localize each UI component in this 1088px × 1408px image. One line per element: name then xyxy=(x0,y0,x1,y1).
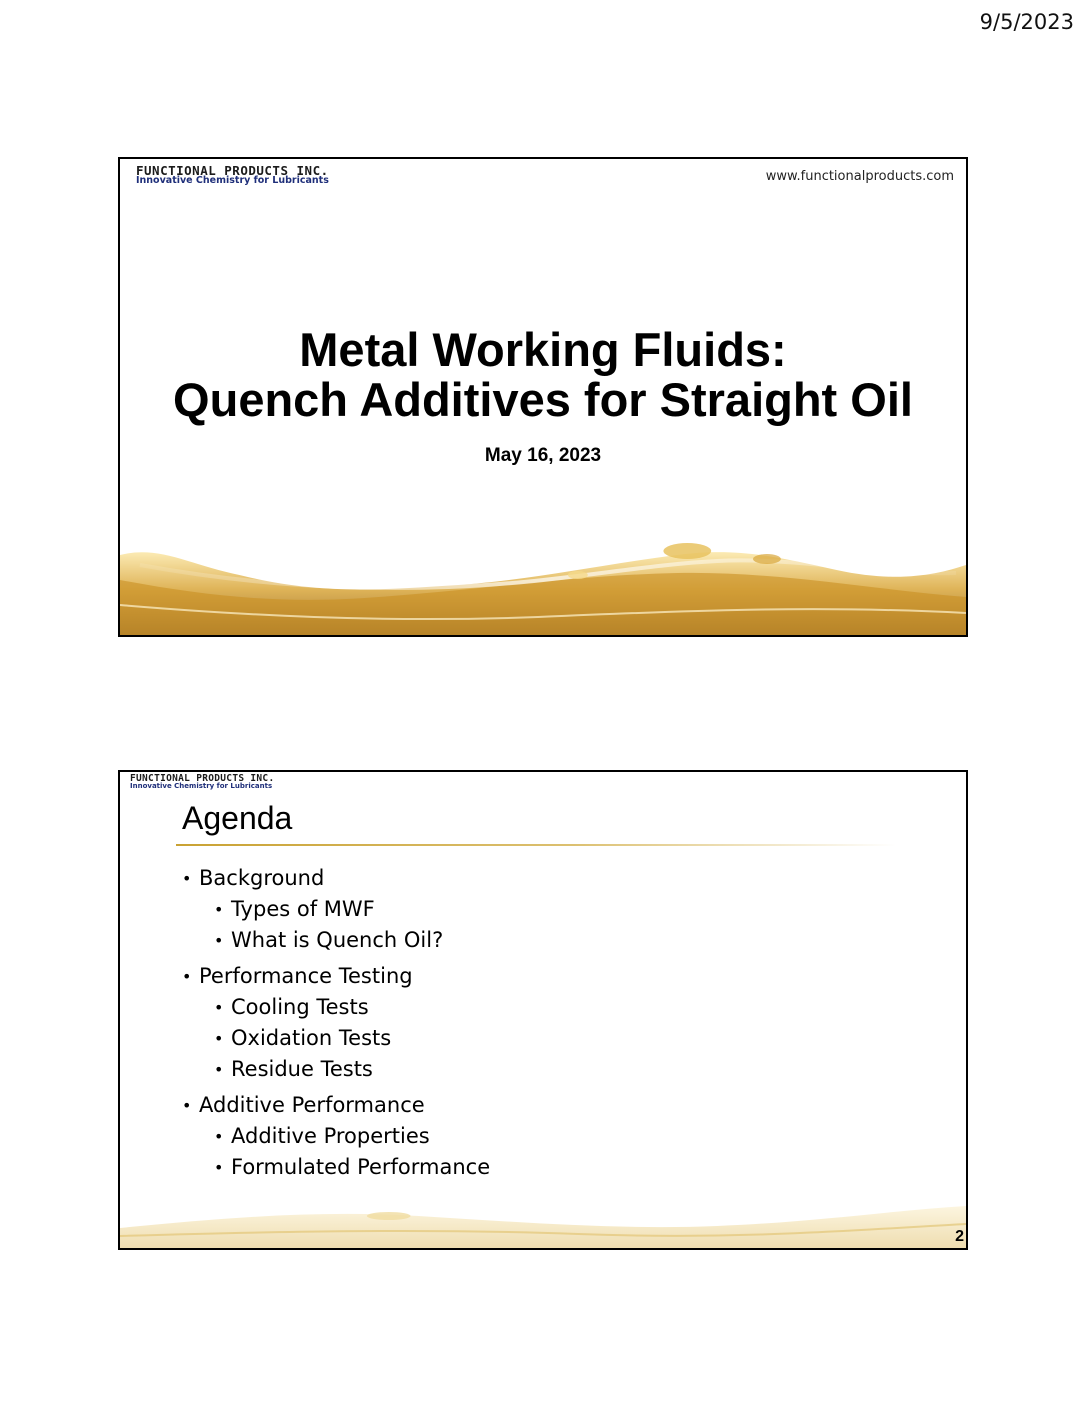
agenda-subitem: • Additive Properties xyxy=(182,1121,490,1152)
logo-tagline: Innovative Chemistry for Lubricants xyxy=(130,782,273,790)
company-logo xyxy=(120,159,342,193)
slide-number: 2 xyxy=(955,1228,964,1245)
presentation-title xyxy=(120,325,966,425)
oil-wave-image xyxy=(120,535,966,635)
agenda-subitem: • Cooling Tests xyxy=(182,992,490,1023)
agenda-list xyxy=(182,858,490,1183)
slide-title xyxy=(118,157,968,637)
agenda-title: Agenda xyxy=(182,800,293,836)
agenda-item: • Performance Testing xyxy=(182,961,490,992)
oil-wave-image xyxy=(120,1188,966,1248)
website-url: www.functionalproducts.com xyxy=(765,169,954,184)
agenda-subitem: • Formulated Performance xyxy=(182,1152,490,1183)
title-divider xyxy=(176,844,896,846)
logo-company-name: FUNCTIONAL PRODUCTS INC. xyxy=(136,163,329,178)
agenda-subitem: • Residue Tests xyxy=(182,1054,490,1085)
agenda-subitem: • What is Quench Oil? xyxy=(182,925,490,956)
logo-tagline: Innovative Chemistry for Lubricants xyxy=(136,175,329,186)
agenda-item: • Additive Performance xyxy=(182,1090,490,1121)
title-line-1: Metal Working Fluids: xyxy=(299,323,787,376)
title-line-2: Quench Additives for Straight Oil xyxy=(173,373,913,426)
logo-company-name: FUNCTIONAL PRODUCTS INC. xyxy=(130,773,275,784)
slide-agenda xyxy=(118,770,968,1250)
page-date: 9/5/2023 xyxy=(979,10,1074,34)
company-logo xyxy=(120,772,280,796)
agenda-item: • Background xyxy=(182,863,490,894)
agenda-subitem: • Types of MWF xyxy=(182,894,490,925)
agenda-subitem: • Oxidation Tests xyxy=(182,1023,490,1054)
presentation-date: May 16, 2023 xyxy=(484,445,602,466)
